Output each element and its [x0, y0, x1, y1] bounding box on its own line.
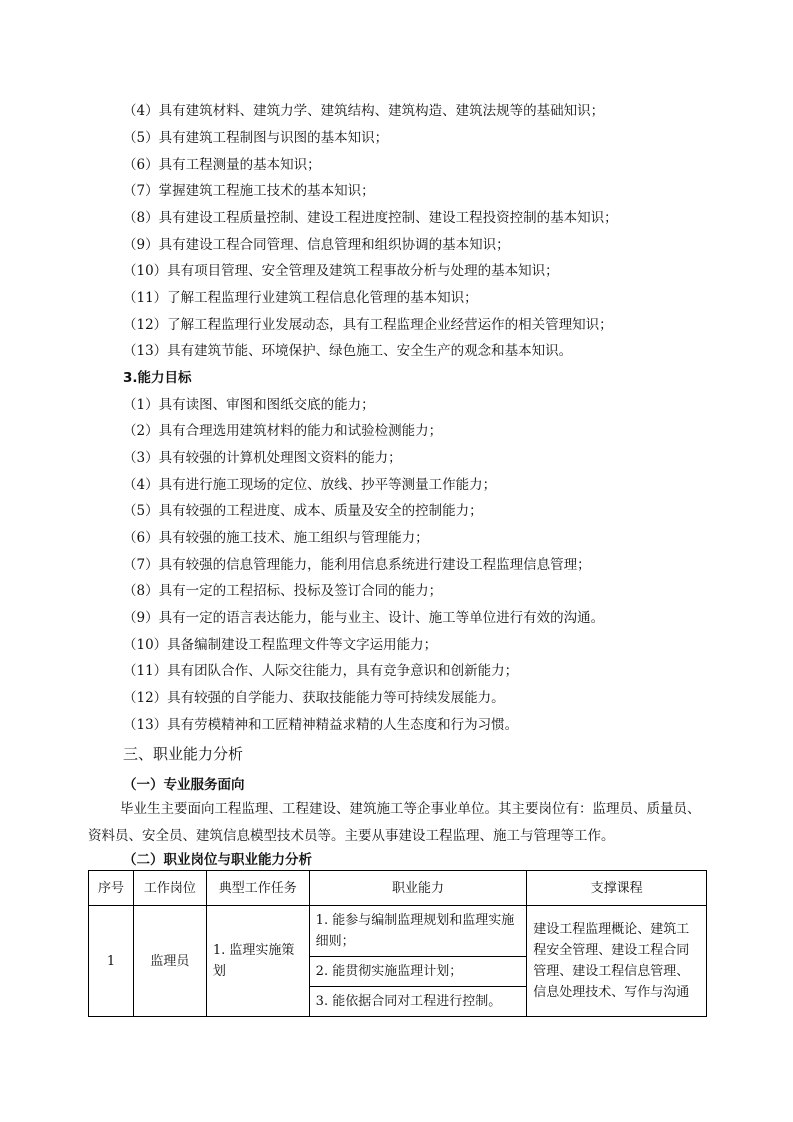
header-no: 序号: [89, 871, 134, 906]
career-analysis-table: [88, 870, 707, 1017]
table-header-row: [89, 871, 707, 906]
service-paragraph: 毕业生主要面向工程监理、工程建设、建筑施工等企事业单位。其主要岗位有：监理员、质量员、资料员、安全员、建筑信息模型技术员等。主要从事建设工程监理、施工与管理等工作。: [88, 801, 701, 844]
ability-item-4: （4）具有进行施工现场的定位、放线、抄平等测量工作能力；: [123, 477, 497, 493]
ability-item-1: （1）具有读图、审图和图纸交底的能力；: [123, 397, 375, 413]
ability-item-13: （13）具有劳模精神和工匠精神精益求精的人生态度和行为习惯。: [123, 717, 519, 733]
row-ability-1: 1. 能参与编制监理规划和监理实施细则；: [309, 906, 527, 957]
ability-item-9: （9）具有一定的语言表达能力，能与业主、设计、施工等单位进行有效的沟通。: [123, 610, 605, 626]
knowledge-item-9: （9）具有建设工程合同管理、信息管理和组织协调的基本知识；: [123, 237, 510, 253]
knowledge-item-11: （11）了解工程监理行业建筑工程信息化管理的基本知识；: [123, 290, 478, 306]
row-post: 监理员: [133, 906, 206, 1017]
ability-item-10: （10）具备编制建设工程监理文件等文字运用能力；: [123, 637, 438, 653]
subsection-title-service: （一）专业服务面向: [123, 777, 245, 793]
header-ability: 职业能力: [309, 871, 527, 906]
section-title: 三、职业能力分析: [123, 745, 244, 763]
ability-item-8: （8）具有一定的工程招标、投标及签订合同的能力；: [123, 583, 443, 599]
knowledge-item-13: （13）具有建筑节能、环境保护、绿色施工、安全生产的观念和基本知识。: [123, 343, 573, 359]
ability-item-7: （7）具有较强的信息管理能力，能利用信息系统进行建设工程监理信息管理；: [123, 557, 591, 573]
row-ability-3: 3. 能依据合同对工程进行控制。: [309, 987, 527, 1017]
header-courses: 支撑课程: [527, 871, 707, 906]
ability-heading: 3.能力目标: [123, 370, 192, 386]
knowledge-item-6: （6）具有工程测量的基本知识；: [123, 157, 321, 173]
row-courses: 建设工程监理概论、建筑工程安全管理、建设工程合同管理、建设工程信息管理、信息处理技术、写作与沟通: [527, 906, 707, 1017]
table-row: [89, 906, 707, 957]
header-post: 工作岗位: [133, 871, 206, 906]
ability-item-12: （12）具有较强的自学能力、获取技能能力等可持续发展能力。: [123, 690, 505, 706]
ability-item-5: （5）具有较强的工程进度、成本、质量及安全的控制能力；: [123, 503, 483, 519]
row-ability-2: 2. 能贯彻实施监理计划；: [309, 957, 527, 987]
header-task: 典型工作任务: [206, 871, 309, 906]
knowledge-item-12: （12）了解工程监理行业发展动态，具有工程监理企业经营运作的相关管理知识；: [123, 317, 613, 333]
row-number: 1: [89, 906, 134, 1017]
row-task: 1. 监理实施策划: [206, 906, 309, 1017]
ability-item-3: （3）具有较强的计算机处理图文资料的能力；: [123, 450, 402, 466]
subsection-title-analysis: （二）职业岗位与职业能力分析: [123, 852, 312, 868]
knowledge-item-7: （7）掌握建筑工程施工技术的基本知识；: [123, 183, 375, 199]
ability-item-2: （2）具有合理选用建筑材料的能力和试验检测能力；: [123, 423, 443, 439]
ability-item-11: （11）具有团队合作、人际交往能力，具有竞争意识和创新能力；: [123, 663, 519, 679]
knowledge-item-10: （10）具有项目管理、安全管理及建筑工程事故分析与处理的基本知识；: [123, 263, 559, 279]
knowledge-item-5: （5）具有建筑工程制图与识图的基本知识；: [123, 130, 389, 146]
knowledge-item-4: （4）具有建筑材料、建筑力学、建筑结构、建筑构造、建筑法规等的基础知识；: [123, 103, 605, 119]
ability-item-6: （6）具有较强的施工技术、施工组织与管理能力；: [123, 530, 429, 546]
knowledge-item-8: （8）具有建设工程质量控制、建设工程进度控制、建设工程投资控制的基本知识；: [123, 210, 618, 226]
